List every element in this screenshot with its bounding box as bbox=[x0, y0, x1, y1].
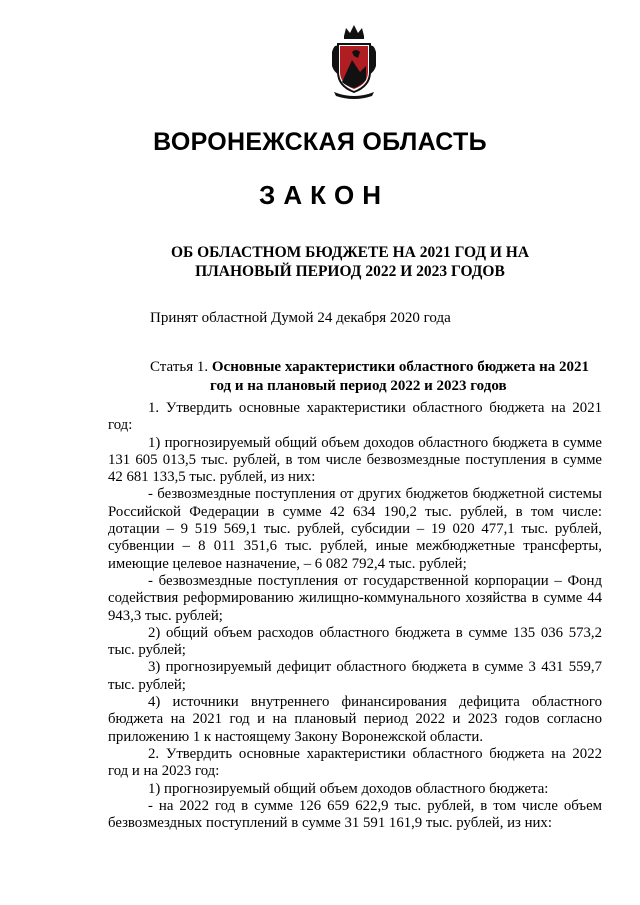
article-title-line2: год и на плановый период 2022 и 2023 годов bbox=[210, 378, 507, 394]
paragraph: - безвозмездные поступления от государственной корпорации – Фонд содействия реформированию жилищно-коммунального хозяйства в сумме 44 943,3 тыс. рублей; bbox=[108, 572, 602, 624]
article-body bbox=[108, 400, 602, 832]
paragraph: 1. Утвердить основные характеристики областного бюджета на 2021 год: bbox=[108, 400, 602, 434]
article-number: Статья 1. bbox=[150, 359, 209, 375]
law-label: ЗАКОН bbox=[259, 180, 389, 210]
region-name: ВОРОНЕЖСКАЯ ОБЛАСТЬ bbox=[153, 128, 487, 156]
paragraph: 2. Утвердить основные характеристики областного бюджета на 2022 год и на 2023 год: bbox=[108, 745, 602, 780]
article-heading bbox=[150, 358, 620, 396]
paragraph: - безвозмездные поступления от других бюджетов бюджетной системы Российской Федерации в сумме 42 634 190,2 тыс. рублей, в том числе: дотации – 9 519 569,1 тыс. рублей, субсидии – 19 020 477,1 тыс. рублей, субвенции – 8 011 351,6 тыс. рублей, иные межбюджетные трансферты, имеющие целевое назначение, – 6 082 792,4 тыс. рублей; bbox=[108, 486, 602, 572]
paragraph: 1) прогнозируемый общий объем доходов областного бюджета в сумме 131 605 013,5 тыс. рублей, в том числе безвозмездные поступления в сумме 42 681 133,5 тыс. рублей, из них: bbox=[108, 434, 602, 486]
paragraph: - на 2022 год в сумме 126 659 622,9 тыс. рублей, в том числе объем безвозмездных поступлений в сумме 31 591 161,9 тыс. рублей, из них: bbox=[108, 797, 602, 832]
adoption-date: Принят областной Думой 24 декабря 2020 года bbox=[150, 310, 451, 326]
coat-of-arms-icon bbox=[330, 22, 378, 100]
law-title: ОБ ОБЛАСТНОМ БЮДЖЕТЕ НА 2021 ГОД И НА ПЛАНОВЫЙ ПЕРИОД 2022 И 2023 ГОДОВ bbox=[170, 244, 530, 280]
paragraph: 4) источники внутреннего финансирования дефицита областного бюджета на 2021 год и на плановый период 2022 и 2023 годов согласно приложению 1 к настоящему Закону Воронежской области. bbox=[108, 694, 602, 745]
article-title-line1: Основные характеристики областного бюджета на 2021 bbox=[211, 359, 589, 375]
paragraph: 2) общий объем расходов областного бюджета в сумме 135 036 573,2 тыс. рублей; bbox=[108, 624, 602, 659]
paragraph: 3) прогнозируемый дефицит областного бюджета в сумме 3 431 559,7 тыс. рублей; bbox=[108, 659, 602, 693]
paragraph: 1) прогнозируемый общий объем доходов областного бюджета: bbox=[148, 780, 549, 797]
